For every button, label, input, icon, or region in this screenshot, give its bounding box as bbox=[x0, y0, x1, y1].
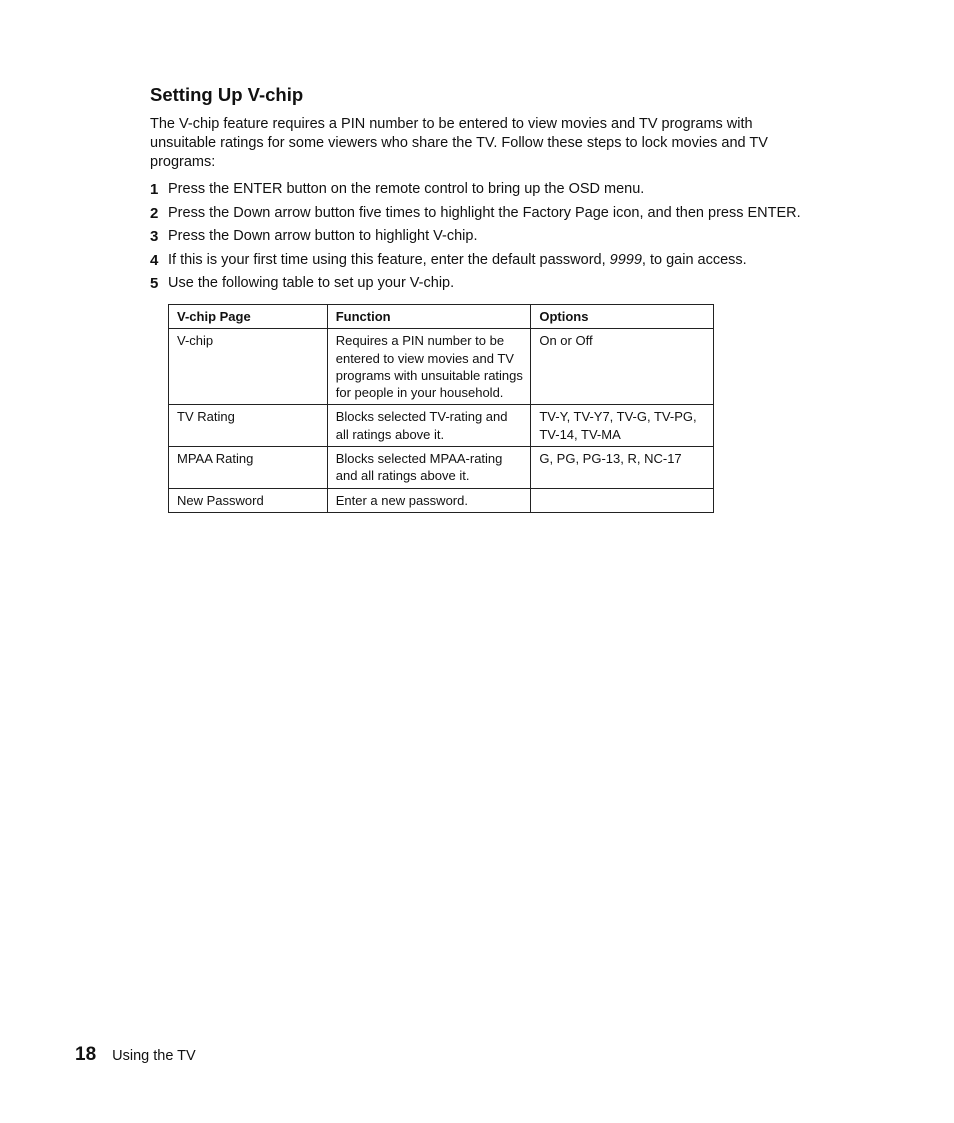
step-number: 1 bbox=[150, 181, 159, 198]
table-cell: TV-Y, TV-Y7, TV-G, TV-PG, TV-14, TV-MA bbox=[531, 405, 714, 447]
step-text: Press the Down arrow button to highlight V-chip. bbox=[168, 228, 478, 244]
table-row bbox=[169, 488, 714, 512]
table-cell: On or Off bbox=[531, 329, 714, 405]
table-cell: MPAA Rating bbox=[169, 447, 328, 489]
step-item bbox=[150, 249, 850, 273]
table-cell: V-chip bbox=[169, 329, 328, 405]
table-row bbox=[169, 447, 714, 489]
step-number: 3 bbox=[150, 228, 159, 245]
step-item bbox=[150, 178, 850, 202]
step-text-before: If this is your first time using this feature, enter the default password, bbox=[168, 251, 610, 268]
table-row bbox=[169, 405, 714, 447]
step-number: 2 bbox=[150, 204, 159, 222]
table-cell: Enter a new password. bbox=[327, 488, 531, 512]
default-password: 9999 bbox=[609, 251, 642, 268]
table-header-row bbox=[169, 305, 714, 329]
column-header-vchip-page: V-chip Page bbox=[169, 305, 328, 329]
table-cell: Blocks selected MPAA-rating and all ratings above it. bbox=[327, 447, 531, 489]
step-item bbox=[150, 225, 850, 249]
step-text: Press the Down arrow button five times to highlight the Factory Page icon, and then press ENTER. bbox=[168, 204, 801, 221]
step-item bbox=[150, 202, 850, 226]
section-heading: Setting Up V-chip bbox=[150, 84, 304, 105]
step-text: Use the following table to set up your V-chip. bbox=[168, 275, 455, 291]
vchip-settings-table bbox=[168, 304, 714, 513]
step-text bbox=[168, 252, 747, 268]
column-header-options: Options bbox=[531, 305, 714, 329]
footer-section-title: Using the TV bbox=[112, 1048, 196, 1064]
step-text: Press the ENTER button on the remote control to bring up the OSD menu. bbox=[168, 181, 645, 197]
step-number: 4 bbox=[150, 251, 159, 269]
table-cell: G, PG, PG-13, R, NC-17 bbox=[531, 447, 714, 489]
intro-paragraph: The V-chip feature requires a PIN number to be entered to view movies and TV programs with unsuitable ratings for some viewers who share the TV. Follow these steps to lock movies and TV programs: bbox=[150, 116, 768, 170]
step-item bbox=[150, 272, 850, 296]
main-content bbox=[150, 83, 850, 296]
page-footer bbox=[75, 1043, 196, 1068]
table-cell: New Password bbox=[169, 488, 328, 512]
steps-list bbox=[150, 178, 850, 296]
table-cell: TV Rating bbox=[169, 405, 328, 447]
table-row bbox=[169, 329, 714, 405]
step-text-after: , to gain access. bbox=[641, 251, 747, 268]
table-cell: Requires a PIN number to be entered to view movies and TV programs with unsuitable ratings for people in your household. bbox=[327, 329, 531, 405]
page-number: 18 bbox=[75, 1044, 97, 1065]
table-cell bbox=[531, 488, 714, 512]
table-cell: Blocks selected TV-rating and all ratings above it. bbox=[327, 405, 531, 447]
step-number: 5 bbox=[150, 275, 159, 292]
column-header-function: Function bbox=[327, 305, 531, 329]
